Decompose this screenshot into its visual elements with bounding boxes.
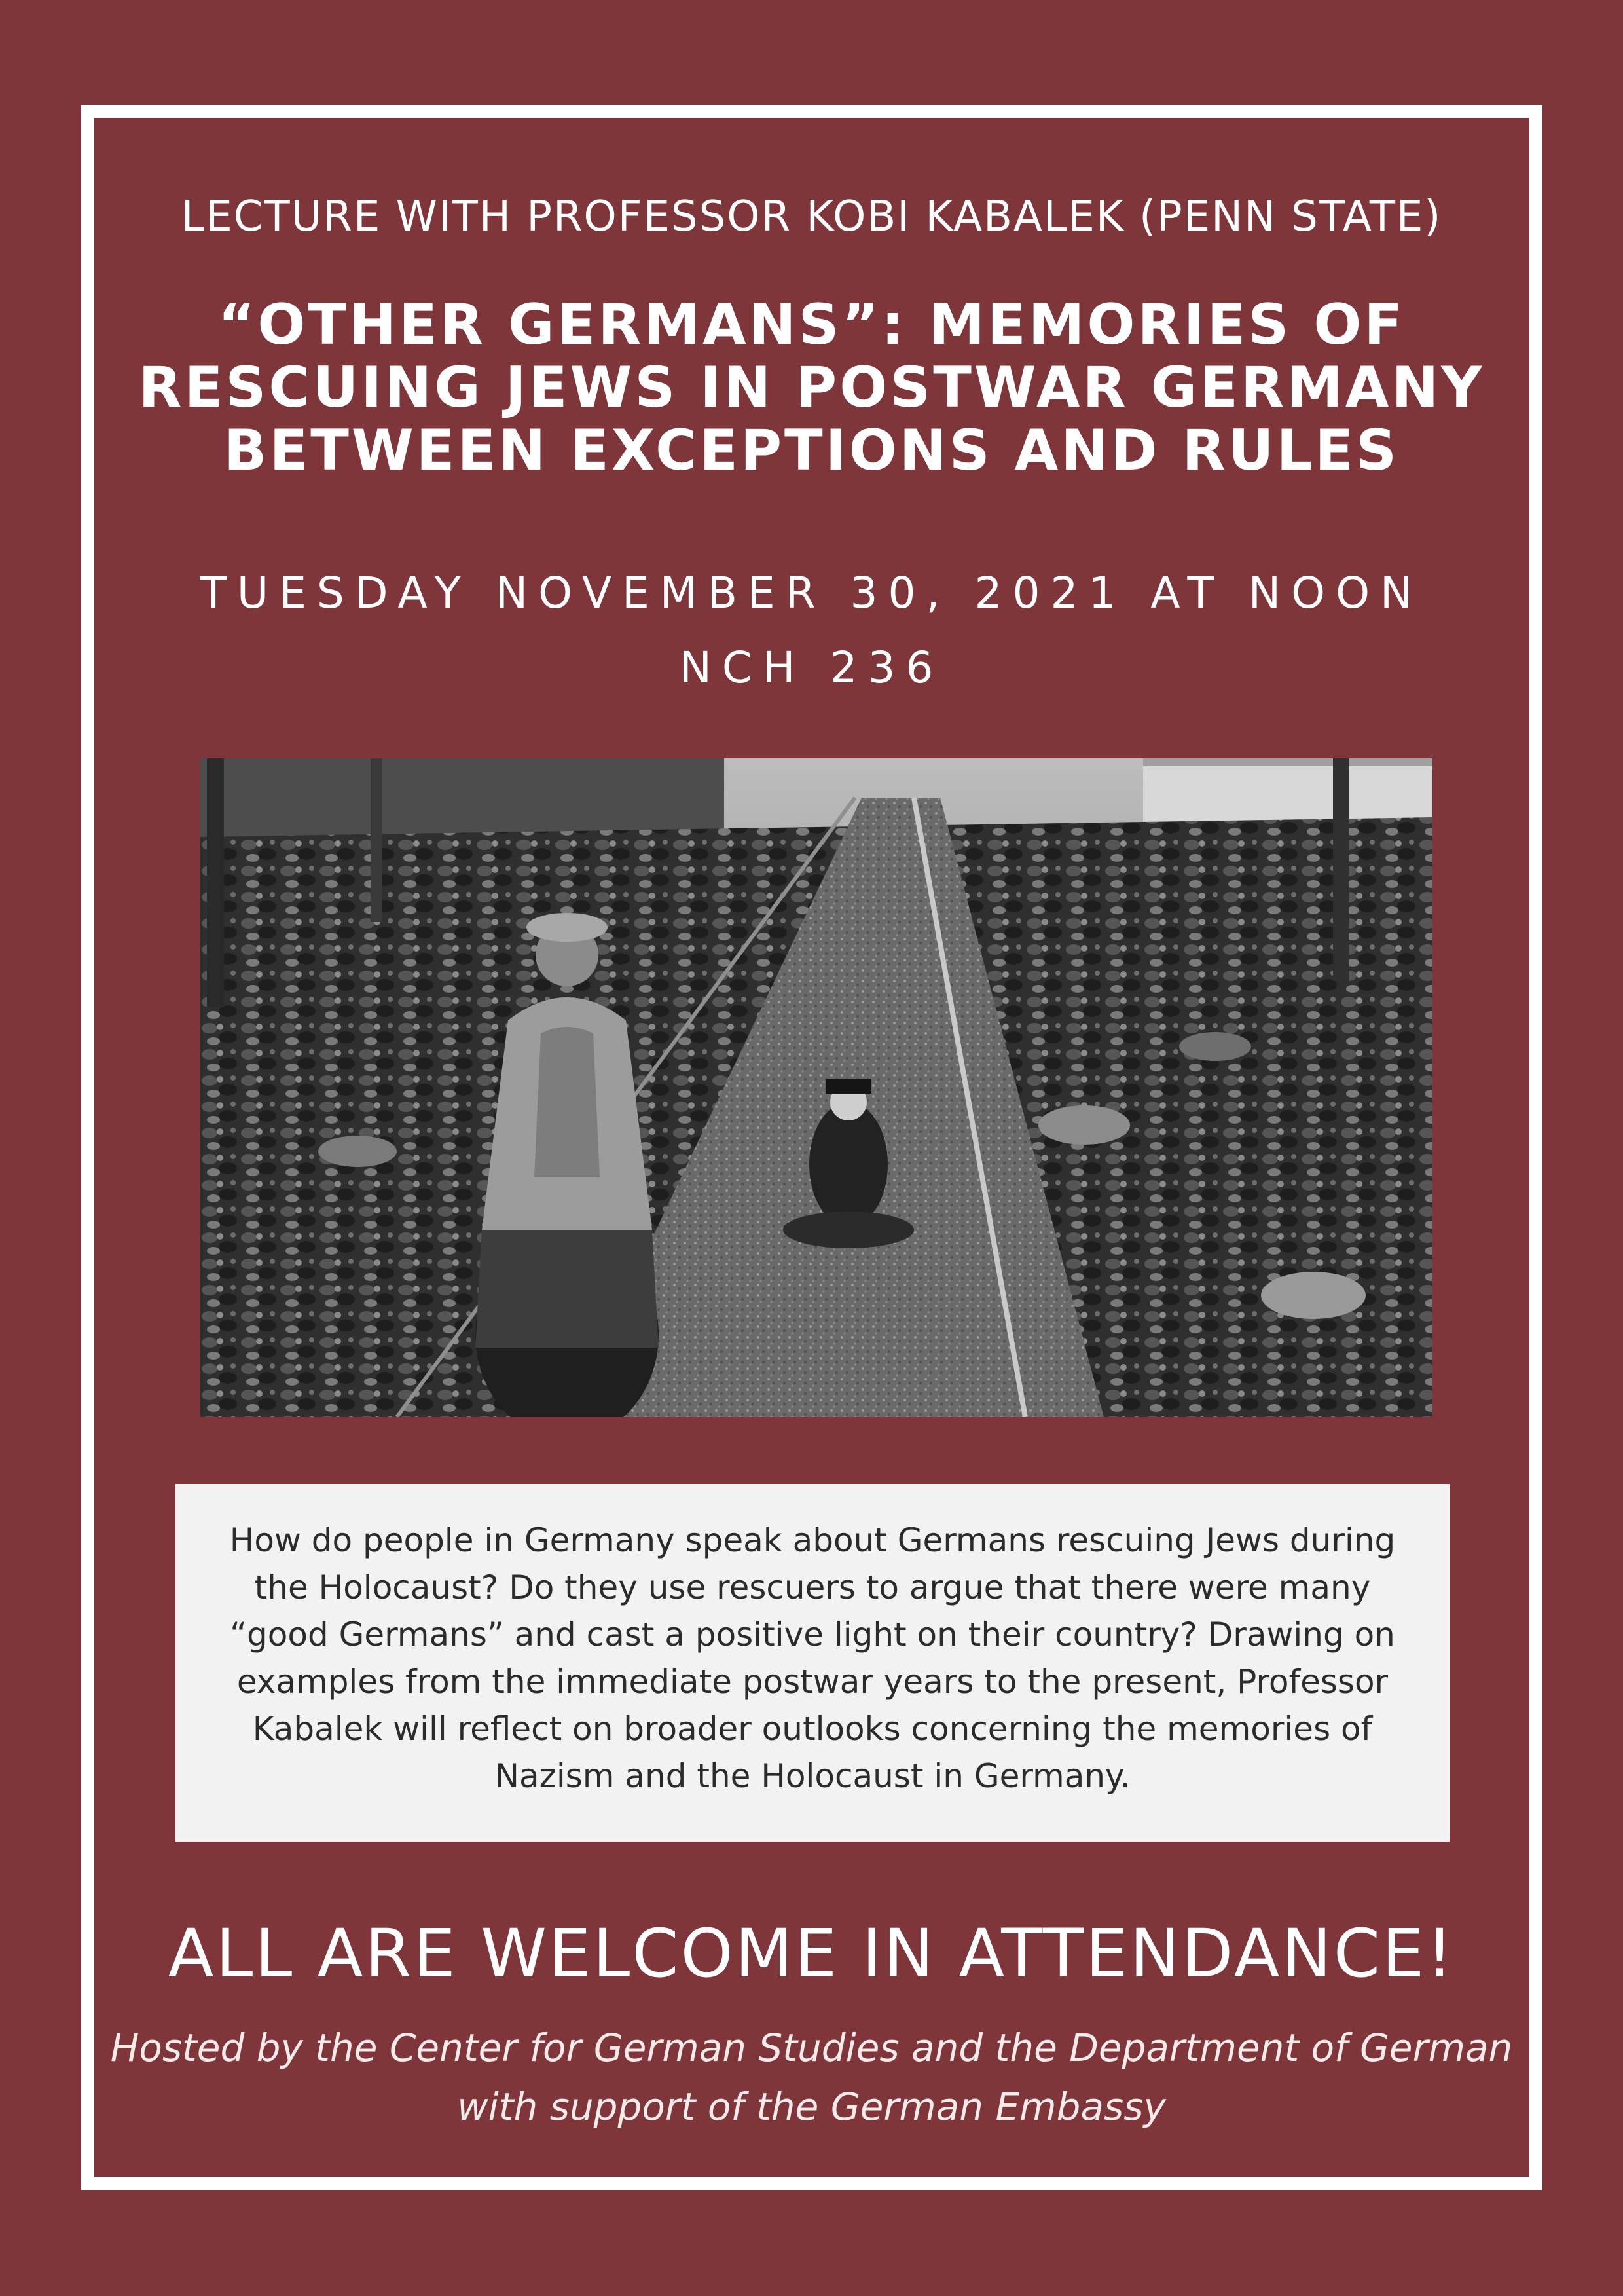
title-line-1: “OTHER GERMANS”: MEMORIES OF [217,292,1406,358]
hosted-line-1: Hosted by the Center for German Studies and the Department of German [110,2026,1513,2070]
historical-photo [200,758,1432,1417]
title-line-3: BETWEEN EXCEPTIONS AND RULES [223,418,1400,483]
lecture-description: How do people in Germany speak about Germans rescuing Jews during the Holocaust? Do they use rescuers to argue that there were many “good Germans” and cast a positive light on their country? Drawing on examples from the immediate postwar years to the present, Professor Kabalek will reflect on broader outlooks concerning the memories of Nazism and the Holocaust in Germany. [229,1521,1396,1795]
welcome-banner: ALL ARE WELCOME IN ATTENDANCE! [168,1915,1455,1993]
event-location: NCH 236 [679,642,944,693]
lecture-kicker: LECTURE WITH PROFESSOR KOBI KABALEK (PENN STATE) [181,193,1442,241]
description-box [175,1484,1450,1842]
hosted-line-2: with support of the German Embassy [457,2084,1166,2129]
title-line-2: RESCUING JEWS IN POSTWAR GERMANY [138,355,1485,420]
event-date-time: TUESDAY NOVEMBER 30, 2021 AT NOON [200,568,1423,618]
lecture-title [0,293,1623,482]
hosted-by-credit [0,2018,1623,2136]
